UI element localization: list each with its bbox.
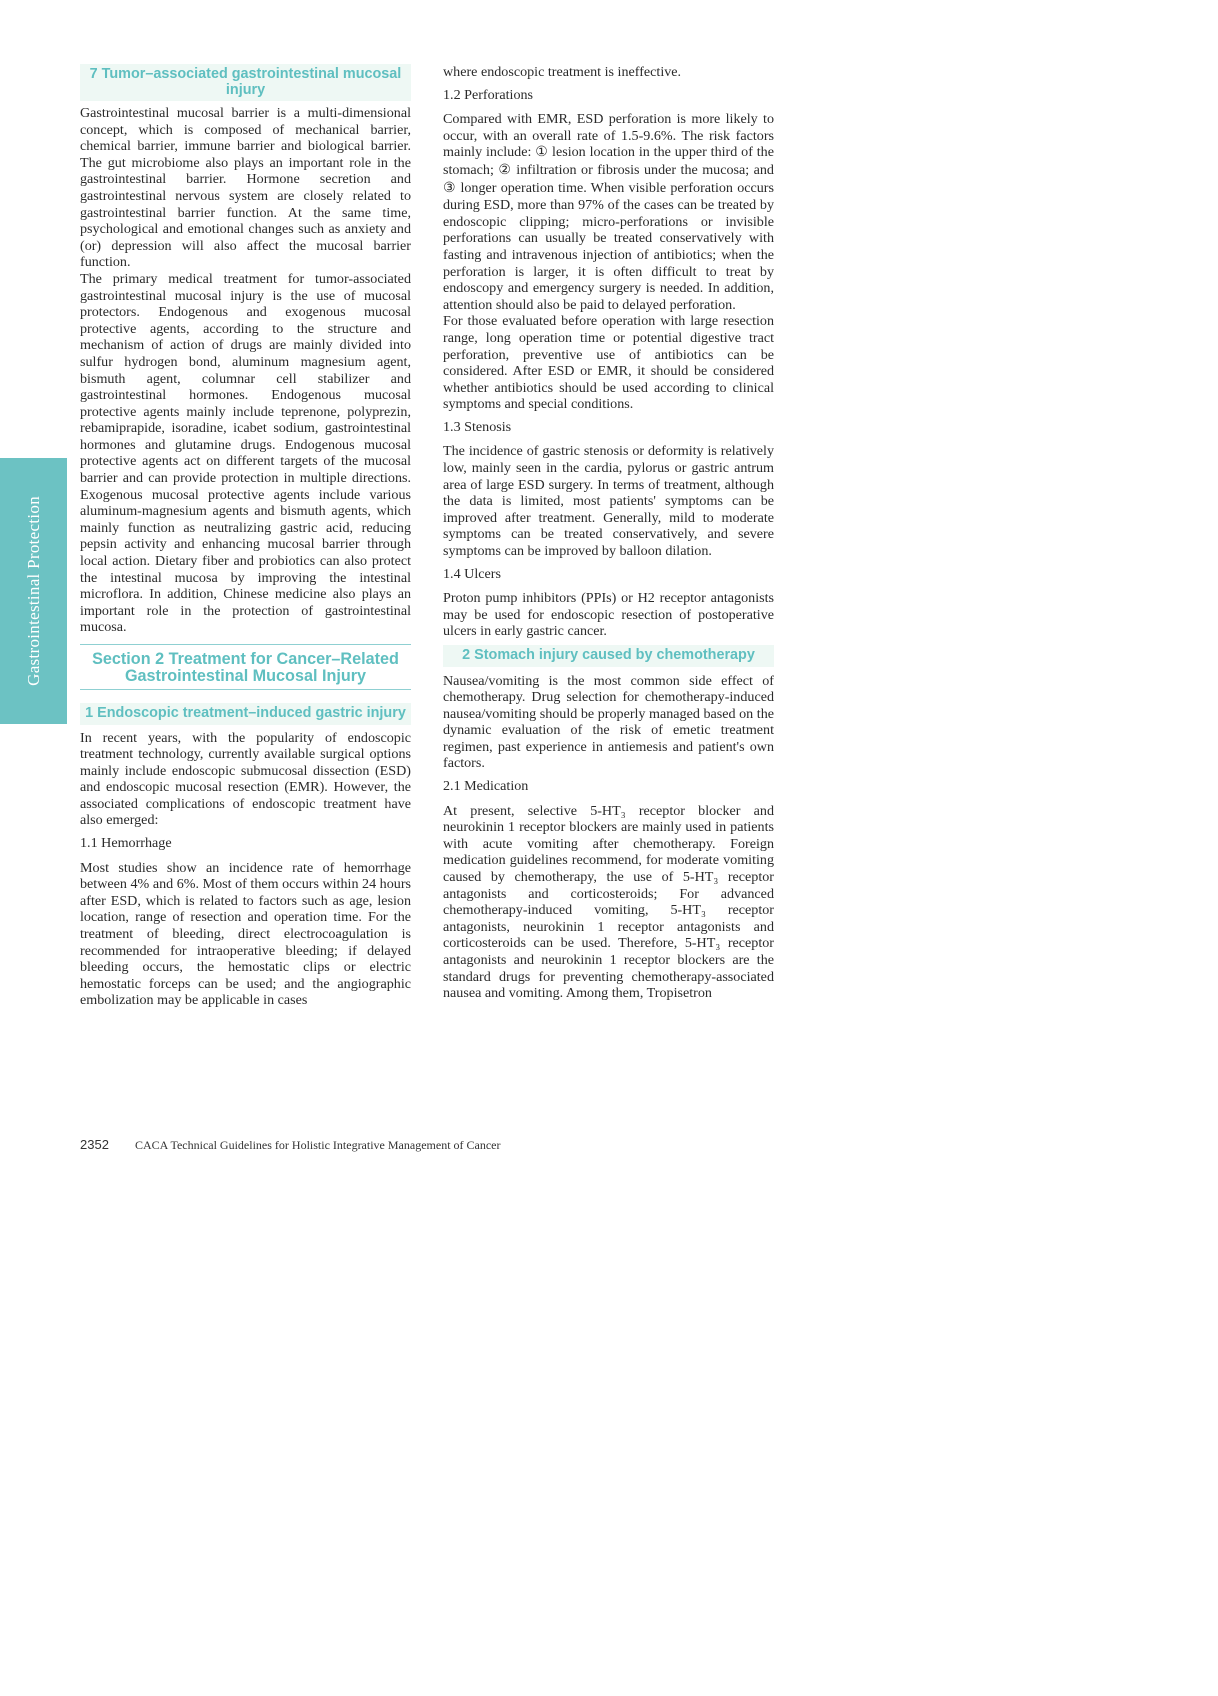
heading-2: 2 Stomach injury caused by chemotherapy bbox=[443, 645, 774, 667]
subheading-1-1: 1.1 Hemorrhage bbox=[80, 835, 172, 852]
circled-three: ③ bbox=[443, 180, 457, 196]
circled-one: ① bbox=[535, 145, 549, 161]
paragraph-ulcers: Proton pump inhibitors (PPIs) or H2 receptor antagonists may be used for endoscopic resection of postoperative ulcers in early gastric cancer. bbox=[443, 590, 774, 640]
section-2-heading: Section 2 Treatment for Cancer–Related Gastrointestinal Mucosal Injury bbox=[80, 644, 411, 690]
paragraph-treatment: The primary medical treatment for tumor-associated gastrointestinal mucosal injury is the use of mucosal protectors. Endogenous and exogenous mucosal protective agents, according to the structure and mechanism of action of drugs are mainly divided into sulfur hydrogen bond, aluminum magnesium agent, bismuth agent, columnar cell stabilizer and gastrointestinal hormones. Endogenous mucosal protective agents mainly include teprenone, polyprezin, rebamiprapide, isoradine, icabet sodium, gastrointestinal hormones and glutamine drugs. Endogenous mucosal protective agents act on different targets of the mucosal barrier and can provide protection in multiple directions. Exogenous mucosal protective agents include various aluminum-magnesium agents and bismuth agents, which mainly function as neutralizing gastric acid, reducing pepsin activity and enhancing mucosal barrier through local action. Dietary fiber and probiotics can also protect the intestinal mucosa by improving the intestinal microflora. In addition, Chinese medicine also plays an important role in the protection of gastrointestinal mucosa. bbox=[80, 270, 411, 636]
subheading-1-4: 1.4 Ulcers bbox=[443, 565, 501, 582]
heading-7: 7 Tumor–associated gastrointestinal mucosal injury bbox=[80, 64, 411, 101]
side-tab-label: Gastrointestinal Protection bbox=[23, 496, 43, 686]
heading-1: 1 Endoscopic treatment–induced gastric injury bbox=[80, 703, 411, 725]
paragraph-medication: At present, selective 5-HT₃ receptor blocker and neurokinin 1 receptor blockers are mainly used in patients with acute vomiting after chemotherapy. Foreign medication guidelines recommend, for moderate vomiting caused by chemotherapy, the use of 5-HT₃ receptor antagonists and corticosteroids; For advanced chemotherapy-induced vomiting, 5-HT₃ receptor antagonists, neurokinin 1 receptor antagonists and corticosteroids can be used. Therefore, 5-HT₃ receptor antagonists and neurokinin 1 receptor blockers are the standard drugs for preventing chemotherapy-associated nausea and vomiting. Among them, Tropisetron bbox=[443, 802, 774, 1002]
circled-two: ② bbox=[498, 162, 512, 178]
left-column bbox=[80, 64, 411, 1009]
subheading-1-2: 1.2 Perforations bbox=[443, 86, 534, 103]
paragraph-antibiotics: For those evaluated before operation with large resection range, long operation time or potential digestive tract perforation, preventive use of antibiotics can be considered. After ESD or EMR, it should be considered whether antibiotics should be used according to clinical symptoms and special conditions. bbox=[443, 313, 774, 413]
subheading-1-3: 1.3 Stenosis bbox=[443, 418, 512, 435]
subheading-2-1: 2.1 Medication bbox=[443, 778, 529, 795]
paragraph-nausea: Nausea/vomiting is the most common side effect of chemotherapy. Drug selection for chemotherapy-induced nausea/vomiting should be properly managed based on the dynamic evaluation of the risk of emetic treatment regimen, past experience in antiemesis and patient's own factors. bbox=[443, 672, 774, 772]
right-column bbox=[443, 64, 774, 1002]
paragraph-barrier: Gastrointestinal mucosal barrier is a multi-dimensional concept, which is composed of mechanical barrier, chemical barrier, immune barrier and biological barrier. The gut microbiome also plays an important role in the gastrointestinal barrier. Hormone secretion and gastrointestinal nervous system are closely related to gastrointestinal barrier function. At the same time, psychological and emotional changes such as anxiety and (or) depression will also affect the mucosal barrier function. bbox=[80, 105, 411, 271]
paragraph-stenosis: The incidence of gastric stenosis or deformity is relatively low, mainly seen in the cardia, pylorus or gastric antrum area of large ESD surgery. In terms of treatment, although the data is limited, most patients' symptoms can be improved after treatment. Generally, mild to moderate symptoms can be treated conservatively, and severe symptoms can be improved by balloon dilation. bbox=[443, 443, 774, 560]
paragraph-continuation: where endoscopic treatment is ineffective. bbox=[443, 64, 682, 80]
page-footer bbox=[80, 1137, 501, 1153]
running-title: CACA Technical Guidelines for Holistic Integrative Management of Cancer bbox=[135, 1138, 501, 1152]
paragraph-perforations: Compared with EMR, ESD perforation is more likely to occur, with an overall rate of 1.5-9.6%. The risk factors mainly include: ① lesion location in the upper third of the stomach; ② infiltration or fibrosis under the mucosa; and ③ longer operation time. When visible perforation occurs during ESD, more than 97% of the cases can be treated by endoscopic clipping; micro-perforations or invisible perforations can usually be treated conservatively with fasting and intravenous injection of antibiotics; when the perforation is larger, it is often difficult to treat by endoscopy and emergency surgery is needed. In addition, attention should also be paid to delayed perforation. bbox=[443, 111, 774, 313]
paragraph-hemorrhage: Most studies show an incidence rate of hemorrhage between 4% and 6%. Most of them occurs within 24 hours after ESD, which is related to factors such as age, lesion location, range of resection and operation time. For the treatment of bleeding, direct electrocoagulation is recommended for intraoperative bleeding; if delayed bleeding occurs, the hemostatic clips or electric hemostatic forceps can be used; and the angiographic embolization may be applicable in cases bbox=[80, 859, 411, 1009]
side-tab bbox=[0, 458, 67, 724]
page-number: 2352 bbox=[80, 1137, 109, 1152]
paragraph-endoscopic: In recent years, with the popularity of endoscopic treatment technology, currently available surgical options mainly include endoscopic submucosal dissection (ESD) and endoscopic mucosal resection (EMR). However, the associated complications of endoscopic treatment have also emerged: bbox=[80, 729, 411, 829]
